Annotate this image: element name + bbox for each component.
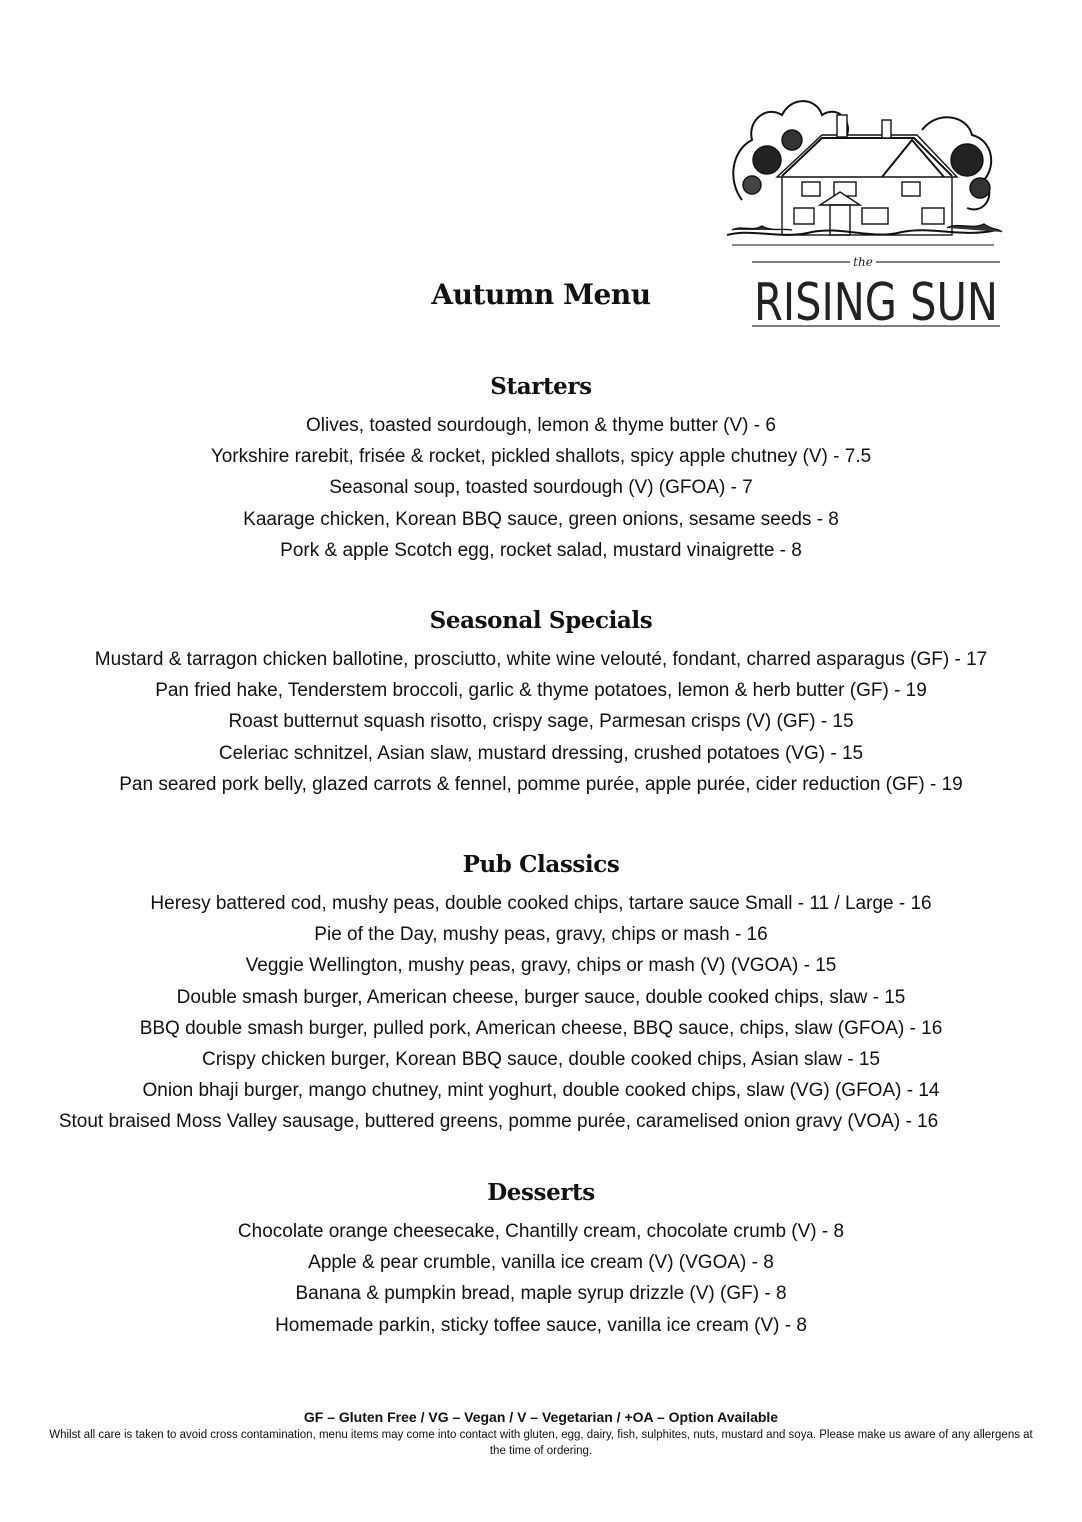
menu-item: Veggie Wellington, mushy peas, gravy, chips or mash (V) (VGOA) - 15 (245, 955, 837, 977)
allergen-note: Whilst all care is taken to avoid cross contamination, menu items may come into contact with gluten, egg, dairy, fish, sulphites, nuts, mustard and soya. Please make us aware of any allergens at the time of ordering. (49, 1429, 1033, 1457)
menu-item: Olives, toasted sourdough, lemon & thyme butter (V) - 6 (306, 415, 776, 436)
menu-item: Pan fried hake, Tenderstem broccoli, garlic & thyme potatoes, lemon & herb butter (GF) - 19 (155, 680, 927, 702)
menu-item: Crispy chicken burger, Korean BBQ sauce, double cooked chips, Asian slaw - 15 (201, 1049, 881, 1071)
menu-item: Onion bhaji burger, mango chutney, mint yoghurt, double cooked chips, slaw (VG) (GFOA) - 14 (142, 1080, 940, 1102)
menu-item: Kaarage chicken, Korean BBQ sauce, green onions, sesame seeds - 8 (243, 508, 839, 530)
menu-item: Stout braised Moss Valley sausage, buttered greens, pomme purée, caramelised onion gravy (VOA) - 16 (58, 1111, 939, 1133)
section-heading: Desserts (487, 1179, 595, 1206)
logo-small-word: the (853, 255, 873, 269)
seasonal-specials-section (0, 604, 1082, 800)
menu-item: Yorkshire rarebit, frisée & rocket, pickled shallots, spicy apple chutney (V) - 7.5 (210, 446, 872, 468)
menu-item: Seasonal soup, toasted sourdough (V) (GFOA) - 7 (329, 477, 753, 499)
page-title: Autumn Menu (431, 278, 651, 311)
section-heading: Starters (490, 373, 592, 400)
pub-classics-section (0, 848, 1082, 1138)
menu-item: Pie of the Day, mushy peas, gravy, chips or mash - 16 (314, 924, 768, 946)
menu-item: Heresy battered cod, mushy peas, double cooked chips, tartare sauce Small - 11 / Large - 16 (150, 893, 932, 914)
desserts-section (0, 1176, 1082, 1341)
starters-section (0, 370, 1082, 566)
menu-item: Chocolate orange cheesecake, Chantilly cream, chocolate crumb (V) - 8 (237, 1221, 845, 1242)
menu-item: BBQ double smash burger, pulled pork, American cheese, BBQ sauce, chips, slaw (GFOA) - 16 (139, 1017, 943, 1039)
menu-item: Banana & pumpkin bread, maple syrup drizzle (V) (GF) - 8 (295, 1283, 787, 1305)
menu-item: Homemade parkin, sticky toffee sauce, vanilla ice cream (V) - 8 (275, 1314, 807, 1336)
menu-item: Mustard & tarragon chicken ballotine, prosciutto, white wine velouté, fondant, charred asparagus (GF) - 17 (94, 649, 988, 670)
section-heading: Pub Classics (462, 851, 620, 878)
logo-wordmark: RISING SUN (754, 273, 998, 330)
pub-illustration (727, 101, 1002, 245)
allergen-footer (40, 1407, 1042, 1459)
menu-item: Pork & apple Scotch egg, rocket salad, mustard vinaigrette - 8 (280, 539, 802, 561)
section-heading: Seasonal Specials (429, 607, 653, 634)
dietary-legend: GF – Gluten Free / VG – Vegan / V – Vegetarian / +OA – Option Available (303, 1409, 779, 1425)
menu-item: Double smash burger, American cheese, burger sauce, double cooked chips, slaw - 15 (176, 986, 906, 1008)
menu-item: Celeriac schnitzel, Asian slaw, mustard dressing, crushed potatoes (VG) - 15 (218, 742, 864, 764)
menu-item: Pan seared pork belly, glazed carrots & fennel, pomme purée, apple purée, cider reduction (GF) - 19 (119, 773, 963, 795)
menu-item: Roast butternut squash risotto, crispy sage, Parmesan crisps (V) (GF) - 15 (228, 711, 854, 733)
menu-item: Apple & pear crumble, vanilla ice cream (V) (VGOA) - 8 (308, 1252, 774, 1274)
